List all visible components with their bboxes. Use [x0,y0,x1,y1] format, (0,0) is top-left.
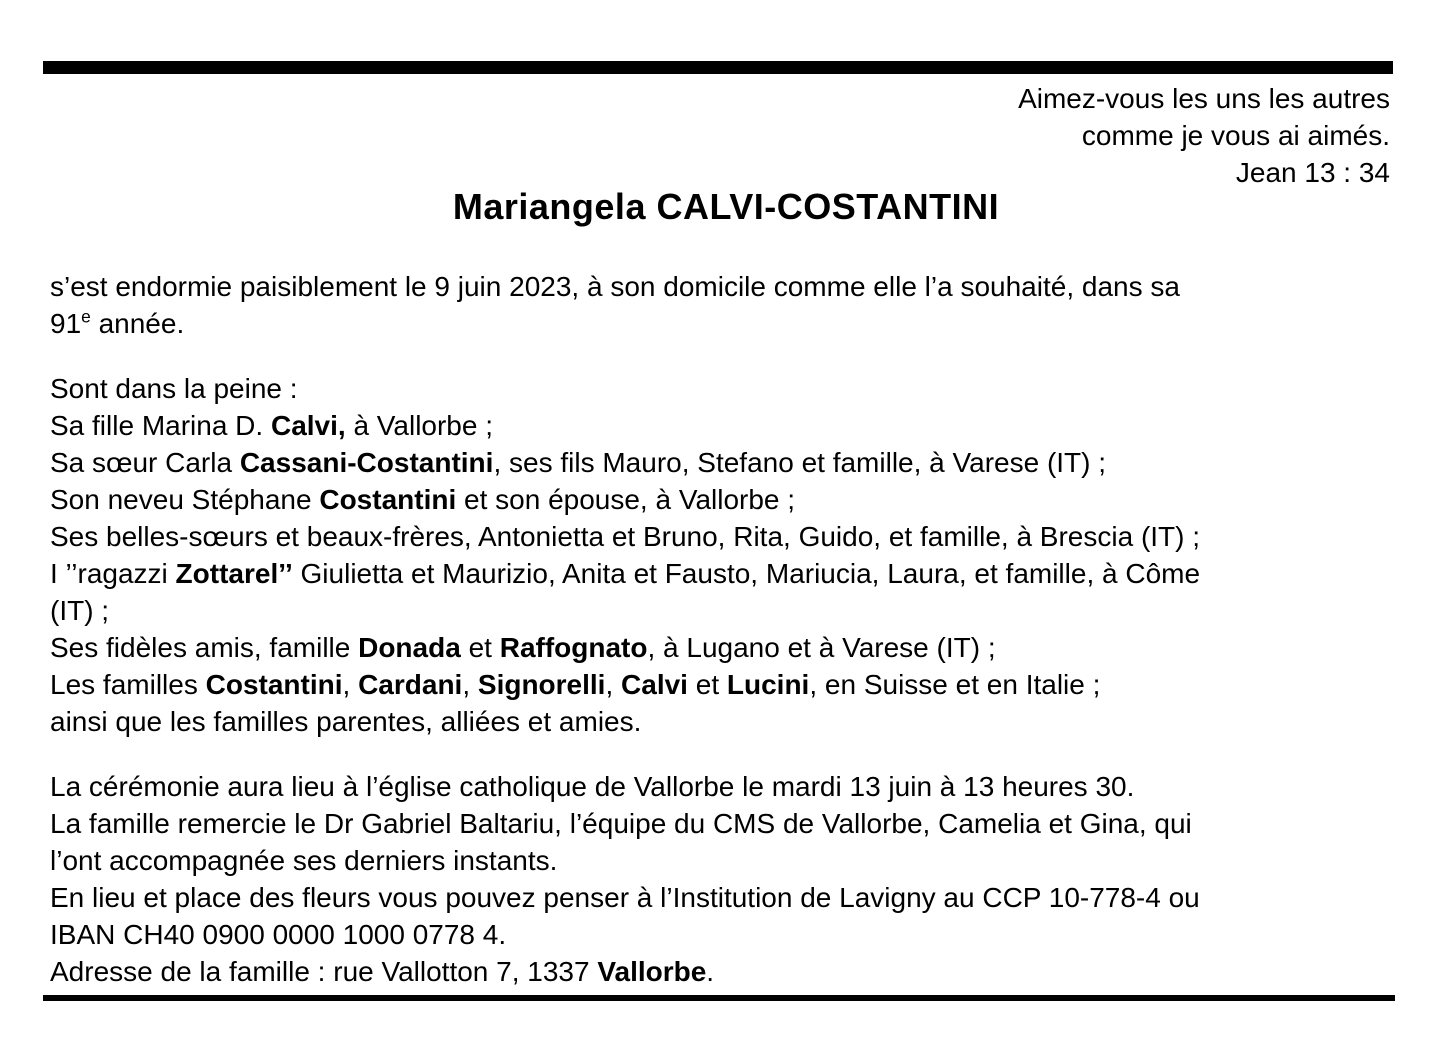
ceremony-paragraph [50,768,1410,990]
epigraph [1018,80,1390,191]
text-run: IBAN CH40 0900 0000 1000 0778 4. [50,919,507,950]
text-line [50,768,1410,805]
text-line [50,592,1410,629]
text-line [50,879,1410,916]
text-line [50,916,1410,953]
text-run: année. [90,308,185,339]
intro-paragraph [50,268,1410,342]
text-run: , à Lugano et à Varese (IT) ; [647,632,996,663]
text-run: Jean 13 : 34 [1235,157,1390,188]
text-run: En lieu et place des fleurs vous pouvez penser à l’Institution de Lavigny au CCP 10-778-4 ou [50,882,1200,913]
announcement-body [50,268,1410,990]
emphasized-name: Raffognato [499,632,648,663]
text-run: , en Suisse et en Italie ; [809,669,1101,700]
text-run: Adresse de la famille : rue Vallotton 7, 1337 [50,956,598,987]
text-line [50,842,1410,879]
text-line [50,629,1410,666]
text-run: Ses belles-sœurs et beaux-frères, Antonietta et Bruno, Rita, Guido, et famille, à Brescia (IT) ; [50,521,1201,552]
text-line [50,666,1410,703]
text-line [50,370,1410,407]
emphasized-name: Cardani [358,669,463,700]
emphasized-name: Vallorbe [597,956,707,987]
text-line [50,444,1410,481]
text-line [50,555,1410,592]
text-run: (IT) ; [50,595,110,626]
text-run: Sa sœur Carla [50,447,240,478]
text-run: et [460,632,500,663]
text-line [50,518,1410,555]
text-line [50,481,1410,518]
emphasized-name: Costantini [205,669,343,700]
emphasized-name: Zottarel’’ [175,558,293,589]
emphasized-name: Lucini [726,669,810,700]
text-run: La famille remercie le Dr Gabriel Baltariu, l’équipe du CMS de Vallorbe, Camelia et Gina, qui [50,808,1192,839]
top-rule [43,61,1393,74]
text-run: Sont dans la peine : [50,373,298,404]
text-run: , ses fils Mauro, Stefano et famille, à Varese (IT) ; [493,447,1107,478]
text-run: Son neveu Stéphane [50,484,320,515]
text-line [50,268,1410,305]
text-run: à Vallorbe ; [345,410,494,441]
text-run: , [462,669,478,700]
text-line [50,703,1410,740]
text-run: et [687,669,727,700]
text-line [50,953,1410,990]
text-run: Giulietta et Maurizio, Anita et Fausto, Mariucia, Laura, et famille, à Côme [292,558,1201,589]
text-run: , [605,669,622,700]
text-run: s’est endormie paisiblement le 9 juin 2023, à son domicile comme elle l’a souhaité, dans sa [50,271,1180,302]
bottom-rule [43,995,1395,1001]
mourning-list [50,370,1410,740]
text-run: ainsi que les familles parentes, alliées et amies. [50,706,642,737]
emphasized-name: Calvi, [270,410,346,441]
text-run: Aimez-vous les uns les autres [1018,83,1390,114]
text-run: Sa fille Marina D. [50,410,271,441]
text-run: et son épouse, à Vallorbe ; [456,484,796,515]
emphasized-name: Costantini [319,484,457,515]
emphasized-name: Cassani-Costantini [239,447,494,478]
text-run: Les familles [50,669,206,700]
text-run: 91 [50,308,82,339]
text-line [1018,80,1390,117]
text-run: La cérémonie aura lieu à l’église catholique de Vallorbe le mardi 13 juin à 13 heures 30. [50,771,1135,802]
text-run: Ses fidèles amis, famille [50,632,359,663]
text-run: l’ont accompagnée ses derniers instants. [50,845,558,876]
text-run: I ’’ragazzi [50,558,176,589]
deceased-name-title: Mariangela CALVI-COSTANTINI [452,186,1000,227]
text-run: . [706,956,715,987]
text-line [50,305,1410,342]
text-run: e [81,306,91,327]
emphasized-name: Signorelli [477,669,606,700]
text-run: comme je vous ai aimés. [1081,120,1390,151]
text-line [50,805,1410,842]
text-line [50,407,1410,444]
text-run: , [342,669,359,700]
text-line [1018,117,1390,154]
emphasized-name: Calvi [621,669,688,700]
emphasized-name: Donada [358,632,461,663]
